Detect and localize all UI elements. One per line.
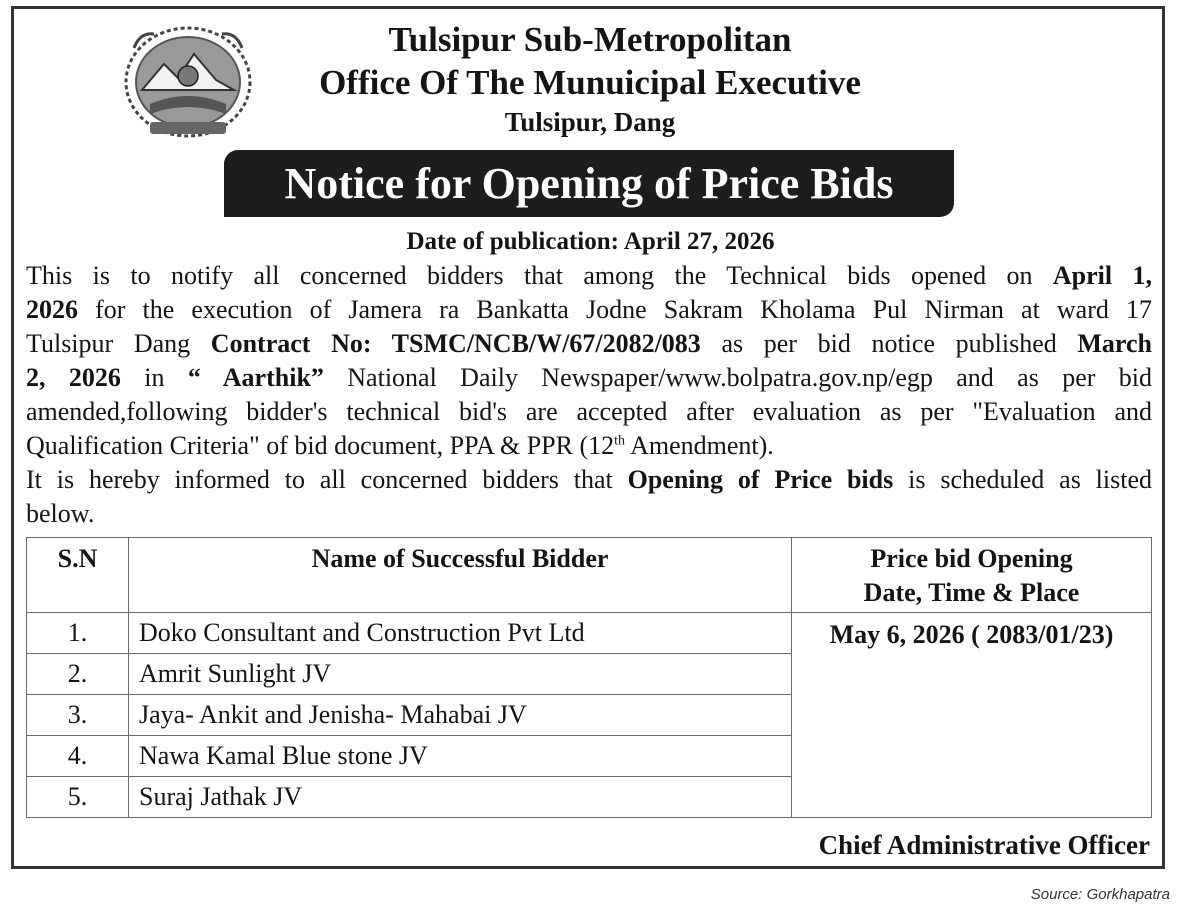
row-sn: 1.	[27, 613, 129, 654]
paragraph-line: 2026 for the execution of Jamera ra Bankatta Jodne Sakram Kholama Pul Nirman at ward 17	[26, 295, 1152, 324]
row-sn: 4.	[27, 736, 129, 777]
row-sn: 5.	[27, 777, 129, 818]
paragraph-line: below.	[26, 499, 95, 528]
office-location: Tulsipur, Dang	[504, 107, 676, 137]
paragraph-line: It is hereby informed to all concerned bidders that Opening of Price bids is scheduled as listed	[26, 465, 1153, 494]
office-name: Office Of The Munuicipal Executive	[319, 63, 861, 102]
table-header-row	[27, 538, 1152, 613]
bidder-name: Jaya- Ankit and Jenisha- Mahabai JV	[129, 695, 792, 736]
column-header-sn: S.N	[27, 538, 129, 613]
paragraph-line: Tulsipur Dang Contract No: TSMC/NCB/W/67/2082/083 as per bid notice published March	[26, 329, 1152, 358]
paragraph-line: Qualification Criteria" of bid document, PPA & PPR (12th Amendment).	[26, 431, 774, 460]
column-header-name: Name of Successful Bidder	[129, 538, 792, 613]
table-row	[27, 613, 1152, 654]
bidders-table	[26, 537, 1152, 818]
bidder-name: Amrit Sunlight JV	[129, 654, 792, 695]
bidder-name: Suraj Jathak JV	[129, 777, 792, 818]
paragraph-line: This is to notify all concerned bidders that among the Technical bids opened on April 1,	[26, 261, 1152, 290]
municipality-name: Tulsipur Sub-Metropolitan	[388, 20, 792, 59]
row-sn: 2.	[27, 654, 129, 695]
publication-date: Date of publication: April 27, 2026	[406, 228, 775, 255]
notice-title: Notice for Opening of Price Bids	[224, 150, 954, 217]
opening-date: May 6, 2026 ( 2083/01/23)	[792, 613, 1152, 818]
bidder-name: Doko Consultant and Construction Pvt Ltd	[129, 613, 792, 654]
bidder-name: Nawa Kamal Blue stone JV	[129, 736, 792, 777]
row-sn: 3.	[27, 695, 129, 736]
paragraph-line: 2, 2026 in “ Aarthik” National Daily Newspaper/www.bolpatra.gov.np/egp and as per bid	[26, 363, 1152, 392]
signatory-title: Chief Administrative Officer	[818, 830, 1150, 860]
source-credit: Source: Gorkhapatra	[1030, 886, 1170, 903]
municipality-emblem-icon	[120, 18, 256, 140]
column-header-opening: Price bid Opening Date, Time & Place	[792, 538, 1152, 613]
contract-number: Contract No: TSMC/NCB/W/67/2082/083	[210, 329, 701, 358]
paragraph-line: amended,following bidder's technical bid's are accepted after evaluation as per "Evaluation and	[26, 397, 1152, 426]
